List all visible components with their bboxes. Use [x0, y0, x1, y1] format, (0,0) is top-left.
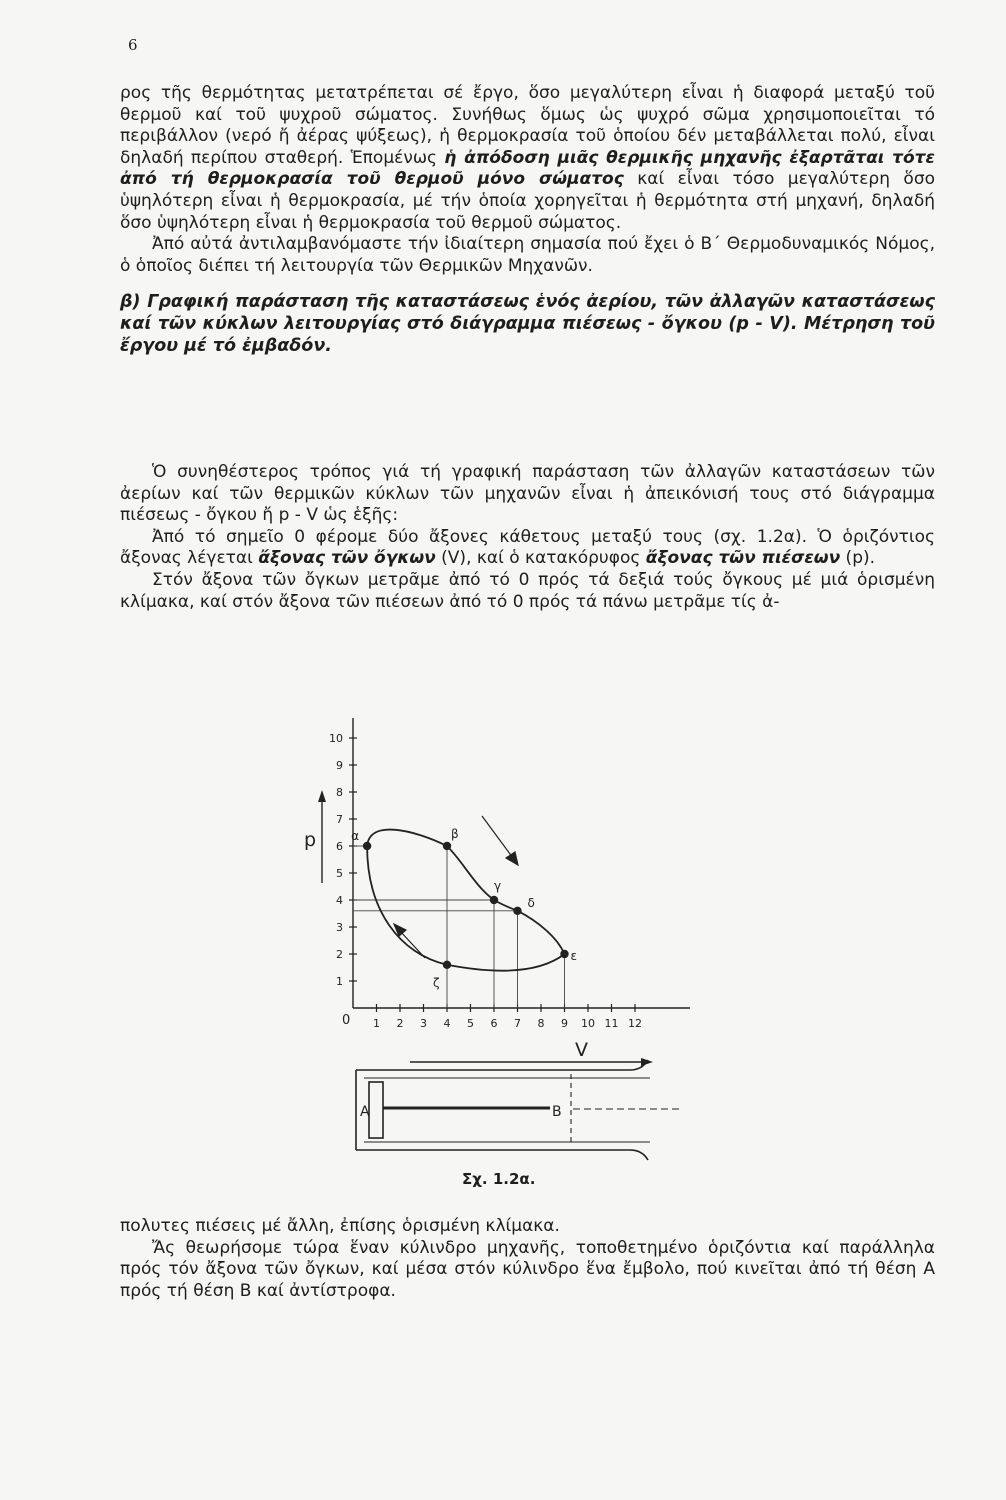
flow-arrow-bottom: [400, 931, 425, 958]
y-tick-label: 5: [336, 867, 343, 880]
state-point-label: γ: [494, 879, 502, 893]
x-tick-label: 5: [467, 1017, 474, 1030]
cylinder-bottom-wall: [356, 1150, 648, 1160]
x-tick-label: 9: [561, 1017, 568, 1030]
state-point-label: δ: [527, 895, 535, 910]
paragraph: Στόν ἄξονα τῶν ὄγκων μετρᾶμε ἀπό τό 0 πρός τά δεξιά τούς ὄγκους μέ μιά ὁρισμένη κλίμακα, καί στόν ἄξονα τῶν πιέσεων ἀπό τό 0 πρός τά πάνω μετρᾶμε τίς ἀ-: [120, 569, 935, 612]
y-tick-label: 6: [336, 840, 343, 853]
x-tick-label: 11: [604, 1017, 619, 1030]
page-number: 6: [128, 36, 138, 54]
v-axis-label: V: [575, 1039, 588, 1061]
y-tick-label: 3: [336, 921, 343, 934]
y-tick-label: 8: [336, 786, 343, 799]
state-point: [443, 842, 451, 850]
state-point: [363, 842, 371, 850]
paragraph: [120, 527, 935, 570]
paragraph: Ἀπό αὐτά ἀντιλαμβανόμαστε τήν ἰδιαίτερη σημασία πού ἔχει ὁ Β΄ Θερμοδυναμικός Νόμος, ὁ ὁποῖος διέπει τή λειτουργία τῶν Θερμικῶν Μηχανῶν.: [120, 234, 935, 276]
flow-arrow-top-head: [506, 852, 518, 865]
text-block-top: [120, 83, 935, 357]
x-tick-label: 2: [396, 1017, 404, 1030]
state-point-label: α: [351, 829, 360, 843]
text-run: καί εἶναι τόσο μεγαλύτερη ὅσο ὑψηλότερη εἶναι ἡ θερμοκρασία, μέ τήν ὁποία χορηγεῖται ἡ θερμότητα στή μηχανή, δηλαδή ὅσο ὑψηλότερη εἶναι ἡ θερμοκρασία τοῦ θερμοῦ σώματος.: [120, 169, 935, 233]
text-run: (V), καί ὁ κατακόρυφος: [435, 548, 646, 569]
text-run: Ἀπό τό σημεῖο 0 φέρομε δύο ἄξονες κάθετους μεταξύ τους (σχ. 1.2α). Ὁ ὁριζόντιος ἄξονας λέγεται: [120, 526, 935, 569]
state-point: [560, 950, 568, 958]
flow-arrow-top: [482, 816, 513, 858]
state-point: [443, 961, 451, 969]
paragraph: πολυτες πιέσεις μέ ἄλλη, ἐπίσης ὁρισμένη κλίμακα.: [120, 1216, 560, 1236]
origin-label: 0: [342, 1013, 351, 1028]
text-run: ρος τῆς θερμότητας μετατρέπεται σέ ἔργο, ὅσο μεγαλύτερη εἶναι ἡ διαφορά μεταξύ τοῦ θερμοῦ καί τοῦ ψυχροῦ σώματος. Συνήθως ὅμως ὡς ψυχρό σῶμα χρησιμοποιεῖται τό περιβάλλον (νερό ἤ ἀέρας ψύξεως), ἡ θερμοκρασία τοῦ ὁποίου δέν μεταβάλλεται πολύ, εἶναι δηλαδή περίπου σταθερή. Ἑπομένως: [120, 83, 935, 168]
text-block-bottom: [120, 1216, 935, 1302]
x-tick-label: 10: [581, 1017, 595, 1030]
text-run: (p).: [840, 548, 876, 569]
emphasis-text: ἄξονας τῶν πιέσεων: [645, 548, 841, 569]
x-tick-label: 8: [537, 1017, 545, 1030]
position-a-label: A: [360, 1104, 370, 1120]
x-tick-label: 6: [490, 1017, 498, 1030]
state-point-label: ε: [570, 949, 577, 963]
emphasis-text: ἡ ἀπόδοση μιᾶς θερμικῆς μηχανῆς ἐξαρτᾶται τότε ἀπό τή θερμοκρασία τοῦ θερμοῦ μόνο σώματος: [120, 147, 935, 190]
y-tick-label: 1: [336, 975, 343, 988]
pressure-arrow-head: [318, 790, 326, 802]
state-point-label: ζ: [433, 975, 440, 990]
state-point: [490, 896, 498, 904]
y-tick-label: 10: [329, 732, 343, 745]
x-tick-label: 7: [514, 1017, 521, 1030]
text-block-middle: [120, 462, 935, 613]
y-tick-label: 7: [336, 813, 343, 826]
section-heading: β) Γραφική παράσταση τῆς καταστάσεως ἑνός ἀερίου, τῶν ἀλλαγῶν καταστάσεως καί τῶν κύκλων λειτουργίας στό διάγραμμα πιέσεως - ὄγκου (p - V). Μέτρηση τοῦ ἔργου μέ τό ἐμβαδόν.: [120, 292, 935, 357]
paragraph: [120, 83, 935, 234]
state-point-label: β: [451, 827, 459, 841]
y-tick-label: 9: [336, 759, 343, 772]
position-b-label: B: [552, 1104, 562, 1120]
state-point: [513, 907, 521, 915]
x-tick-label: 12: [628, 1017, 642, 1030]
emphasis-text: ἄξονας τῶν ὄγκων: [258, 548, 436, 569]
pv-diagram: [290, 718, 710, 1168]
paragraph: Ἄς θεωρήσομε τώρα ἕναν κύλινδρο μηχανῆς, τοποθετημένο ὁριζόντια καί παράλληλα πρός τόν ἄξονα τῶν ὄγκων, καί μέσα στόν κύλινδρο ἕνα ἔμβολο, πού κινεῖται ἀπό τή θέση Α πρός τή θέση Β καί ἀντίστροφα.: [120, 1237, 935, 1301]
x-tick-label: 3: [420, 1017, 427, 1030]
x-tick-label: 4: [443, 1017, 451, 1030]
p-axis-label: p: [304, 829, 317, 851]
y-tick-label: 4: [336, 894, 343, 907]
x-tick-label: 1: [373, 1017, 380, 1030]
figure-caption: Σχ. 1.2α.: [462, 1170, 536, 1188]
piston: [369, 1082, 383, 1138]
y-tick-label: 2: [336, 948, 343, 961]
paragraph: Ὁ συνηθέστερος τρόπος γιά τή γραφική παράσταση τῶν ἀλλαγῶν καταστάσεων τῶν ἀερίων καί τῶν θερμικῶν κύκλων τῶν μηχανῶν εἶναι ἡ ἀπεικόνισή τους στό διάγραμμα πιέσεως - ὄγκου ἤ p - V ὡς ἑξῆς:: [120, 462, 935, 526]
